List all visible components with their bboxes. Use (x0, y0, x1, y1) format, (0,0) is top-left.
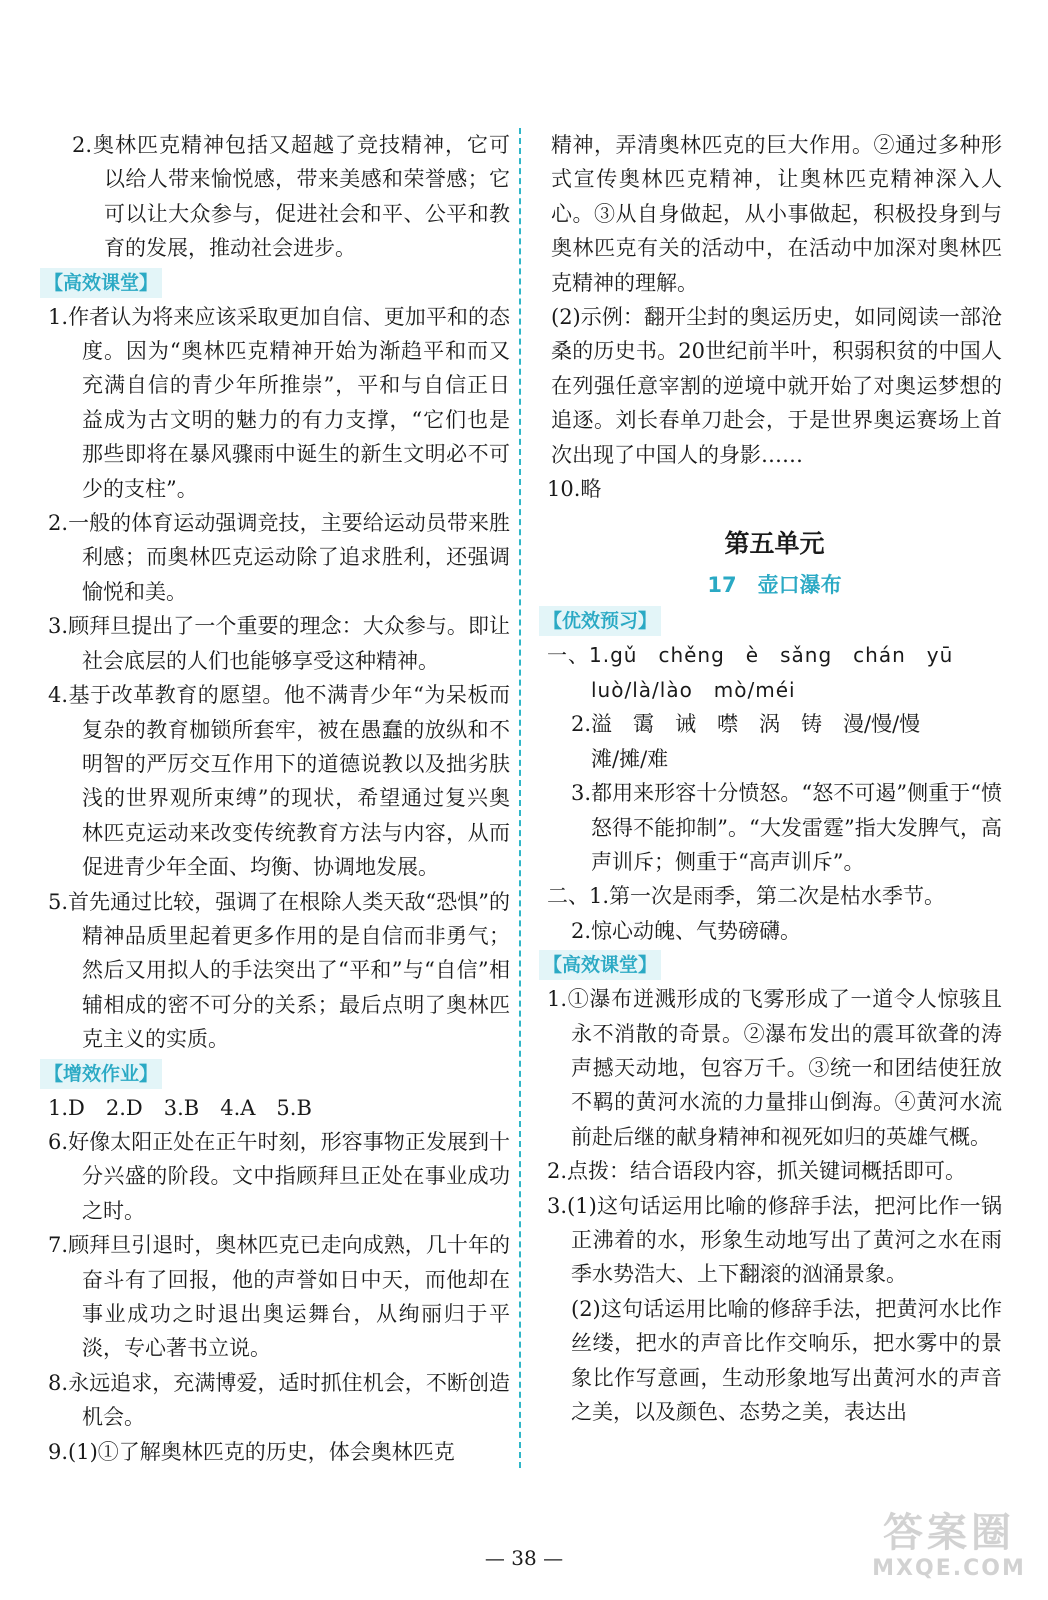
answer-item-10: 10.略 (547, 477, 602, 502)
answer-item-6: 6.好像太阳正处在正午时刻，形容事物正发展到十分兴盛的阶段。文中指顾拜旦正处在事业成功之时。 (48, 1129, 510, 1223)
section-heading-gaoxiao-ketang: 【高效课堂】 (40, 268, 162, 298)
pinyin-answers-line-1: 一、1.gǔ chěng è sǎng chán yū (547, 643, 954, 668)
pinyin-answers-line-2: luò/là/lào mò/méi (591, 677, 796, 702)
character-answers: 2.溢 霭 诫 噤 涡 铸 漫/慢/慢 (571, 712, 921, 737)
character-answers-continued: 滩/摊/难 (591, 746, 669, 771)
section-heading-gaoxiao-ketang-right: 【高效课堂】 (539, 950, 661, 980)
section-heading-zengxiao-zuoye: 【增效作业】 (40, 1059, 162, 1089)
answer-item-2-right: 2.点拨：结合语段内容，抓关键词概括即可。 (547, 1159, 967, 1184)
intro-item-2: 2.奥林匹克精神包括又超越了竞技精神，它可以给人带来愉悦感，带来美感和荣誉感；它可以让大众参与，促进社会和平、公平和教育的发展，推动社会进步。 (72, 133, 510, 261)
answer-item-3-right: 3.(1)这句话运用比喻的修辞手法，把河比作一锅正沸着的水，形象生动地写出了黄河之水在雨季水势浩大、上下翻滚的汹涌景象。 (547, 1193, 1002, 1287)
answer-er-1: 二、1.第一次是雨季，第二次是枯水季节。 (547, 884, 946, 909)
unit-title: 第五单元 (724, 529, 825, 559)
answer-item-7: 7.顾拜旦引退时，奥林匹克已走向成熟，几十年的奋斗有了回报，他的声誉如日中天，而他却在事业成功之时退出奥运舞台，从绚丽归于平淡，专心著书立说。 (48, 1233, 510, 1361)
answer-item-3-2-right: (2)这句话运用比喻的修辞手法，把黄河水比作丝缕，把水的声音比作交响乐，把水雾中的景象比作写意画，生动形象地写出黄河水的声音之美，以及颜色、态势之美，表达出 (571, 1296, 1002, 1424)
continued-answer-9-1: 精神，弄清奥林匹克的巨大作用。②通过多种形式宣传奥林匹克精神，让奥林匹克精神深入人心。③从自身做起，从小事做起，积极投身到与奥林匹克有关的活动中，在活动中加深对奥林匹克精神的理解。 (551, 133, 1002, 295)
answer-item-3-youxiao: 3.都用来形容十分愤怒。“怒不可遏”侧重于“愤怒得不能抑制”。“大发雷霆”指大发脾气，高声训斥；侧重于“高声训斥”。 (571, 781, 1002, 874)
page-number: — 38 — (484, 1546, 564, 1570)
right-column (543, 128, 1002, 1429)
answer-er-2: 2.惊心动魄、气势磅礴。 (571, 918, 802, 943)
lesson-title: 17 壶口瀑布 (707, 573, 842, 598)
section-heading-youxiao-yuxi: 【优效预习】 (539, 606, 661, 636)
answer-item-9: 9.(1)①了解奥林匹克的历史，体会奥林匹克 (48, 1439, 455, 1464)
watermark-top: 答案圈 (883, 1510, 1015, 1556)
answer-item-1-right: 1.①瀑布迸溅形成的飞雾形成了一道令人惊骇且永不消散的奇景。②瀑布发出的震耳欲聋的涛声撼天动地，包容万千。③统一和团结使狂放不羁的黄河水流的力量排山倒海。④黄河水流前赴后继的献身精神和视死如归的英雄气概。 (547, 987, 1002, 1149)
answer-item-1: 1.作者认为将来应该采取更加自信、更加平和的态度。因为“奥林匹克精神开始为渐趋平和而又充满自信的青少年所推崇”，平和与自信正日益成为古文明的魅力的有力支撑，“它们也是那些即将在暴风骤雨中诞生的新生文明必不可少的支柱”。 (48, 304, 510, 501)
watermark-bottom: MXQE.COM (872, 1556, 1026, 1581)
answer-item-8: 8.永远追求，充满博爱，适时抓住机会，不断创造机会。 (48, 1370, 510, 1430)
watermark-logo (864, 1510, 1034, 1590)
answer-item-5: 5.首先通过比较，强调了在根除人类天敌“恐惧”的精神品质里起着更多作用的是自信而非勇气；然后又用拟人的手法突出了“平和”与“自信”相辅相成的密不可分的关系；最后点明了奥林匹克主义的实质。 (48, 889, 510, 1052)
continued-answer-9-2: (2)示例：翻开尘封的奥运历史，如同阅读一部沧桑的历史书。20世纪前半叶，积弱积贫的中国人在列强任意宰割的逆境中就开始了对奥运梦想的追逐。刘长春单刀赴会，于是世界奥运赛场上首次出现了中国人的身影…… (551, 305, 1002, 467)
answer-item-2: 2.一般的体育运动强调竞技，主要给运动员带来胜利感；而奥林匹克运动除了追求胜利，还强调愉悦和美。 (48, 511, 510, 604)
multiple-choice-answers: 1.D 2.D 3.B 4.A 5.B (48, 1095, 312, 1120)
column-divider (519, 128, 521, 1468)
left-column (44, 128, 510, 1469)
answer-item-3: 3.顾拜旦提出了一个重要的理念：大众参与。即让社会底层的人们也能够享受这种精神。 (48, 614, 510, 673)
answer-item-4: 4.基于改革教育的愿望。他不满青少年“为呆板而复杂的教育枷锁所套牢，被在愚蠢的放纵和不明智的严厉交互作用下的道德说教以及拙劣肤浅的世界观所束缚”的现状，希望通过复兴奥林匹克运动来改变传统教育方法与内容，从而促进青少年全面、均衡、协调地发展。 (48, 683, 510, 880)
